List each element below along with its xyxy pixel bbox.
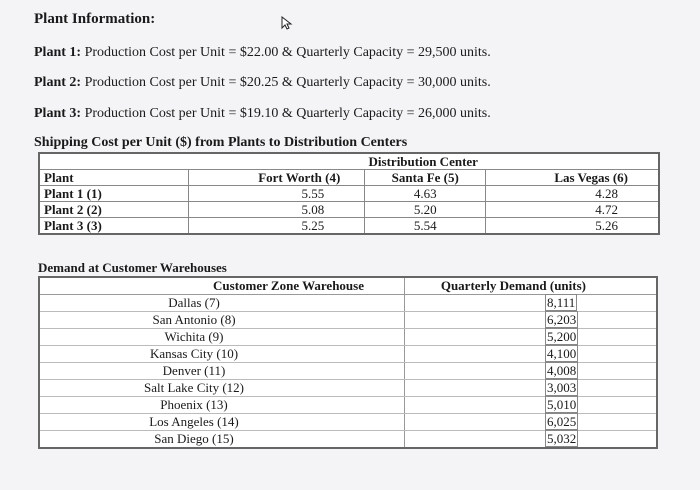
warehouse-name: Los Angeles (14) <box>39 414 405 431</box>
warehouse-name: Denver (11) <box>39 363 405 380</box>
header-fort-worth: Fort Worth (4) <box>189 170 365 186</box>
demand-value: 5,200 <box>547 329 577 344</box>
cost-cell: 5.26 <box>486 218 659 235</box>
plant-3-label: Plant 3: <box>34 106 82 121</box>
header-quarterly-demand: Quarterly Demand (units) <box>405 277 658 295</box>
plant-name: Plant 3 (3) <box>39 218 189 235</box>
table-row <box>39 397 657 414</box>
warehouse-name: Dallas (7) <box>39 295 405 312</box>
plant-3-info <box>34 106 491 122</box>
cost-cell: 5.55 <box>189 186 365 202</box>
warehouse-name: San Diego (15) <box>39 431 405 449</box>
cost-cell: 4.28 <box>486 186 659 202</box>
plant-1-text: Production Cost per Unit = $22.00 & Quarterly Capacity = 29,500 units. <box>81 45 491 60</box>
plant-1-info <box>34 45 491 61</box>
plant-2-label: Plant 2: <box>34 75 82 90</box>
distribution-center-header: Distribution Center <box>189 153 660 170</box>
table-row <box>39 414 657 431</box>
table-row <box>39 346 657 363</box>
demand-value: 5,010 <box>547 397 577 412</box>
warehouse-name: Wichita (9) <box>39 329 405 346</box>
warehouse-name: San Antonio (8) <box>39 312 405 329</box>
table-row <box>39 218 659 235</box>
plant-2-info <box>34 75 491 91</box>
plant-3-text: Production Cost per Unit = $19.10 & Quarterly Capacity = 26,000 units. <box>81 106 491 121</box>
demand-title: Demand at Customer Warehouses <box>38 260 227 275</box>
header-las-vegas: Las Vegas (6) <box>486 170 659 186</box>
cost-cell: 5.54 <box>365 218 486 235</box>
warehouse-name: Kansas City (10) <box>39 346 405 363</box>
plant-name: Plant 2 (2) <box>39 202 189 218</box>
demand-value: 3,003 <box>547 380 577 395</box>
demand-value: 4,100 <box>547 346 577 361</box>
demand-value: 8,111 <box>547 295 576 310</box>
table-row <box>39 431 657 449</box>
demand-table <box>38 276 658 449</box>
table-row <box>39 380 657 397</box>
cost-cell: 4.72 <box>486 202 659 218</box>
table-row <box>39 329 657 346</box>
table-row <box>39 312 657 329</box>
header-santa-fe: Santa Fe (5) <box>365 170 486 186</box>
plant-1-label: Plant 1: <box>34 45 82 60</box>
table-row <box>39 295 657 312</box>
demand-value: 4,008 <box>547 363 577 378</box>
demand-value: 5,032 <box>547 431 577 446</box>
cost-cell: 4.63 <box>365 186 486 202</box>
table-row <box>39 186 659 202</box>
cost-cell: 5.25 <box>189 218 365 235</box>
mouse-cursor-icon <box>281 16 293 30</box>
cost-cell: 5.20 <box>365 202 486 218</box>
table-row <box>39 363 657 380</box>
warehouse-name: Phoenix (13) <box>39 397 405 414</box>
shipping-title: Shipping Cost per Unit ($) from Plants to Distribution Centers <box>34 135 408 150</box>
plant-info-heading: Plant Information: <box>34 11 156 27</box>
demand-value: 6,203 <box>547 312 577 327</box>
cost-cell: 5.08 <box>189 202 365 218</box>
warehouse-name: Salt Lake City (12) <box>39 380 405 397</box>
plant-2-text: Production Cost per Unit = $20.25 & Quarterly Capacity = 30,000 units. <box>81 75 491 90</box>
shipping-cost-table <box>38 152 660 235</box>
header-warehouse: Customer Zone Warehouse <box>39 277 405 295</box>
plant-name: Plant 1 (1) <box>39 186 189 202</box>
demand-value: 6,025 <box>547 414 577 429</box>
header-plant: Plant <box>39 170 189 186</box>
table-row <box>39 202 659 218</box>
